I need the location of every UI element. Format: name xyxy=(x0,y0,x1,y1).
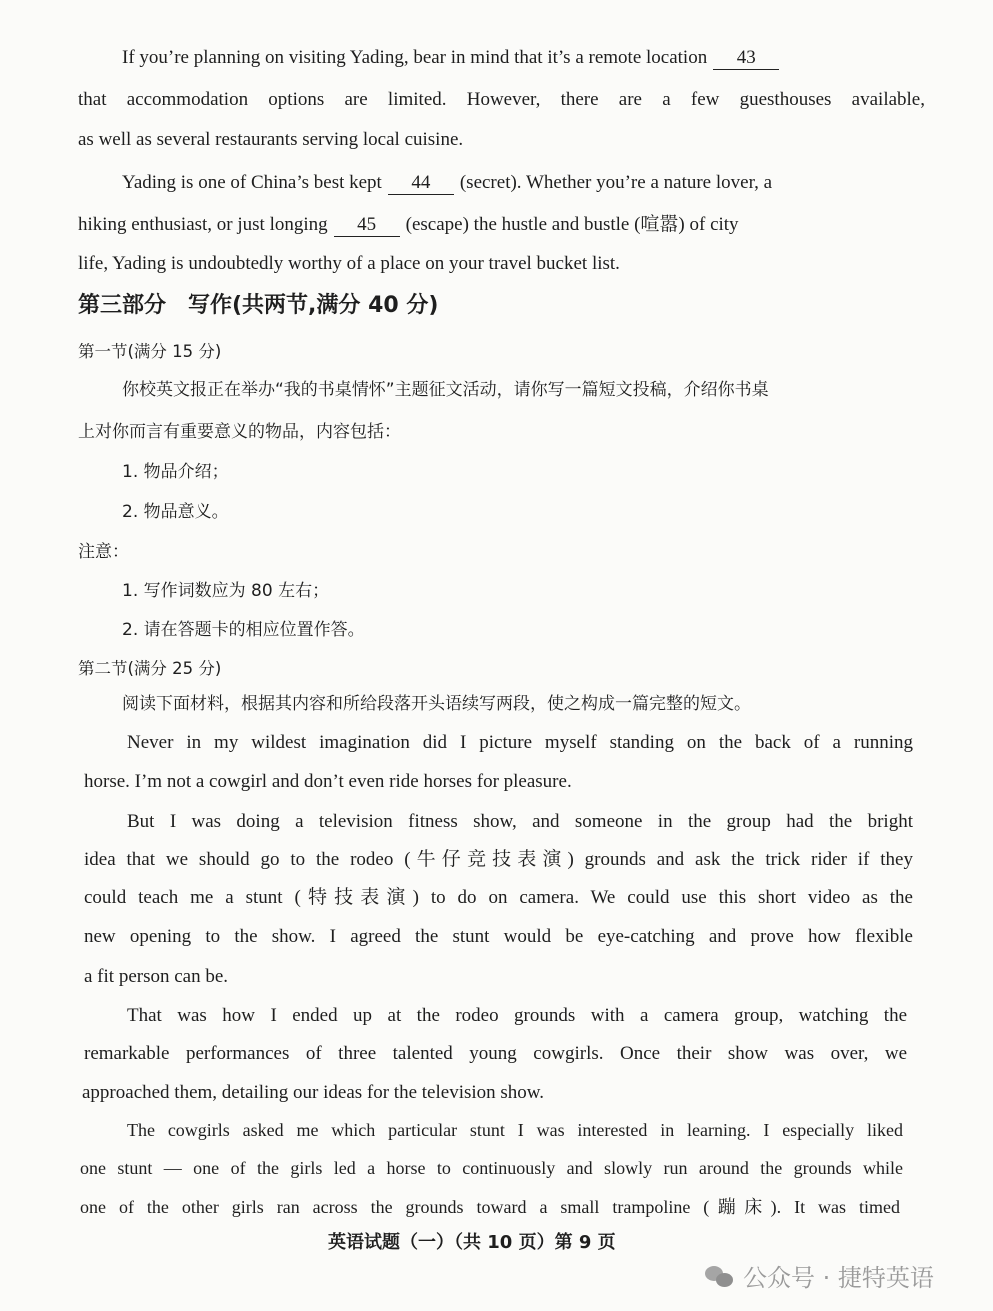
text: If you’re planning on visiting Yading, bear in mind that it’s a remote location xyxy=(122,47,708,68)
story-line: idea that we should go to the rodeo (牛仔竞技表演) grounds and ask the trick rider if they xyxy=(84,849,913,870)
passage-line xyxy=(122,171,925,195)
watermark-text: 公众号 · 捷特英语 xyxy=(743,1264,934,1292)
passage-line: life, Yading is undoubtedly worthy of a place on your travel bucket list. xyxy=(78,253,620,274)
story-line: remarkable performances of three talented young cowgirls. Once their show was over, we xyxy=(84,1043,907,1064)
blank-44: 44 xyxy=(388,172,454,195)
story-line: a fit person can be. xyxy=(84,966,229,987)
text: hiking enthusiast, or just longing xyxy=(78,214,328,235)
sub-heading: 第一节(满分 15 分) xyxy=(78,342,222,361)
text: (secret). Whether you’re a nature lover, a xyxy=(459,172,773,193)
story-line: new opening to the show. I agreed the stunt would be eye-catching and prove how flexible xyxy=(84,926,913,947)
passage-line: as well as several restaurants serving local cuisine. xyxy=(78,129,464,150)
watermark xyxy=(705,1258,934,1293)
point: 2. 物品意义。 xyxy=(122,502,229,522)
blank-45: 45 xyxy=(334,214,400,237)
story-line: That was how I ended up at the rodeo grounds with a camera group, watching the xyxy=(127,1005,907,1026)
story-line: approached them, detailing our ideas for the television show. xyxy=(82,1082,545,1103)
story-line: The cowgirls asked me which particular stunt I was interested in learning. I especially liked xyxy=(127,1120,903,1140)
page-footer: 英语试题（一）（共 10 页）第 9 页 xyxy=(328,1232,616,1253)
note: 1. 写作词数应为 80 左右； xyxy=(122,581,330,601)
wechat-icon xyxy=(705,1264,735,1288)
note: 2. 请在答题卡的相应位置作答。 xyxy=(122,620,365,640)
passage-line xyxy=(122,46,925,70)
section-heading: 第三部分 写作(共两节,满分 40 分) xyxy=(78,293,439,318)
text: (escape) the hustle and bustle (喧嚣) of city xyxy=(405,214,739,235)
blank-43: 43 xyxy=(713,47,779,70)
point: 1. 物品介绍； xyxy=(122,462,229,482)
task-line: 上对你而言有重要意义的物品，内容包括： xyxy=(78,422,401,442)
story-line: horse. I’m not a cowgirl and don’t even ride horses for pleasure. xyxy=(84,771,572,792)
task-line: 你校英文报正在举办“我的书桌情怀”主题征文活动，请你写一篇短文投稿，介绍你书桌 xyxy=(122,380,769,400)
note-label: 注意： xyxy=(78,542,129,562)
passage-line: that accommodation options are limited. However, there are a few guesthouses available, xyxy=(78,89,925,110)
story-line: one stunt — one of the girls led a horse to continuously and slowly run around the grounds while xyxy=(80,1158,903,1178)
story-line: one of the other girls ran across the grounds toward a small trampoline (蹦床). It was timed xyxy=(80,1197,900,1217)
task-line: 阅读下面材料，根据其内容和所给段落开头语续写两段，使之构成一篇完整的短文。 xyxy=(122,694,751,714)
text: Yading is one of China’s best kept xyxy=(122,172,382,193)
story-line: Never in my wildest imagination did I picture myself standing on the back of a running xyxy=(127,732,913,753)
story-line: But I was doing a television fitness show, and someone in the group had the bright xyxy=(127,811,913,832)
story-line: could teach me a stunt (特技表演) to do on camera. We could use this short video as the xyxy=(84,887,913,908)
sub-heading: 第二节(满分 25 分) xyxy=(78,659,222,678)
passage-line xyxy=(78,213,925,237)
